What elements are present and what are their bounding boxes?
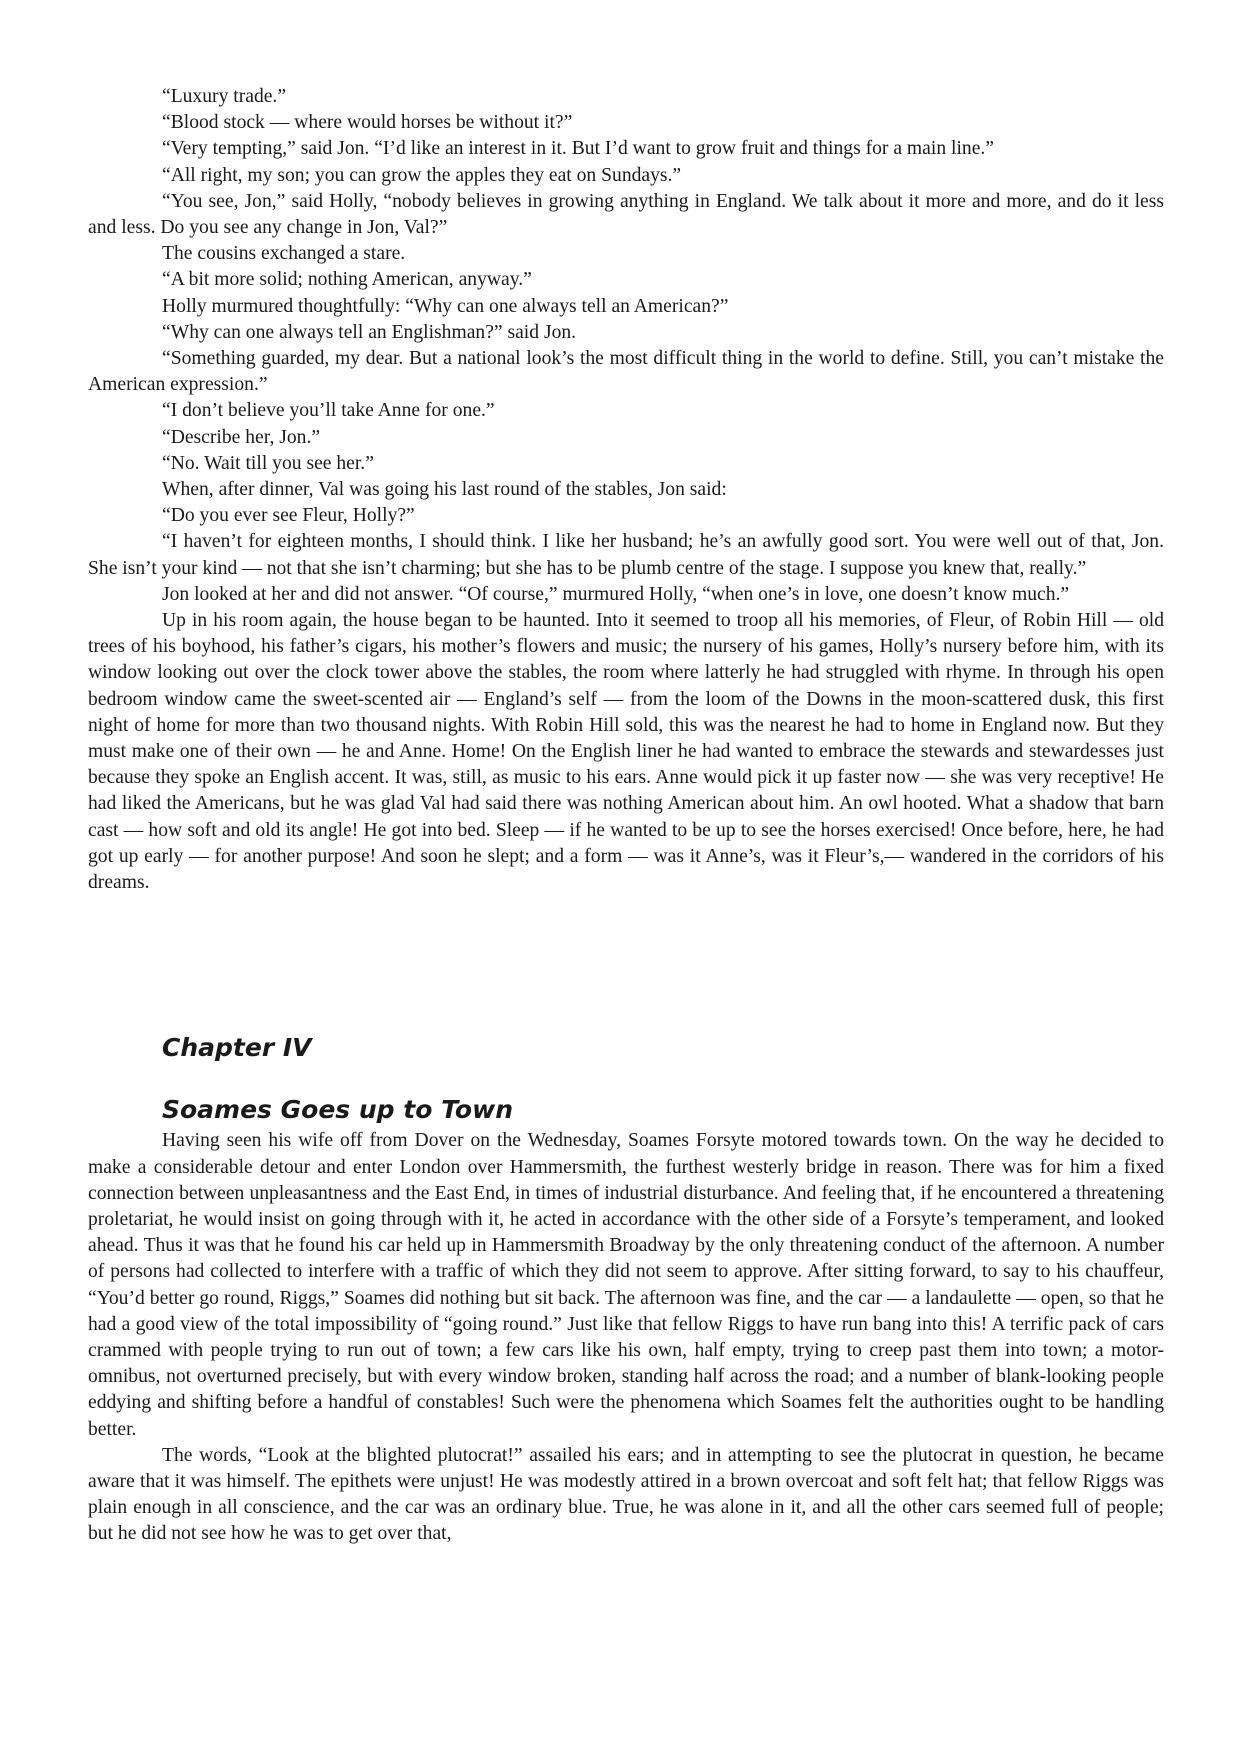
paragraph: “All right, my son; you can grow the apples they eat on Sundays.” — [162, 164, 682, 186]
paragraph: “Something guarded, my dear. But a national look’s the most difficult thing in the world to define. Still, you can’t mistake the American expression.” — [88, 348, 1164, 396]
paragraph: “A bit more solid; nothing American, anyway.” — [162, 269, 532, 291]
paragraph: “I don’t believe you’ll take Anne for one.” — [162, 400, 495, 422]
paragraph: “Why can one always tell an Englishman?” said Jon. — [162, 321, 577, 343]
paragraph: “I haven’t for eighteen months, I should think. I like her husband; he’s an awfully good sort. You were well out of that, Jon. She isn’t your kind — not that she isn’t charming; but she has to be plumb centre of the stage. I suppose you knew that, really.” — [88, 531, 1164, 579]
paragraph: “Blood stock — where would horses be without it?” — [162, 112, 573, 134]
chapter-three-ending — [88, 84, 1164, 896]
paragraph: “Do you ever see Fleur, Holly?” — [162, 505, 415, 527]
paragraph: “No. Wait till you see her.” — [162, 452, 374, 474]
paragraph: The words, “Look at the blighted plutocrat!” assailed his ears; and in attempting to see the plutocrat in question, he became aware that it was himself. The epithets were unjust! He was modestly attired in a brown overcoat and soft felt hat; that fellow Riggs was plain enough in all conscience, and the car was an ordinary blue. True, he was alone in it, and all the other cars seemed full of people; but he did not see how he was to get over that, — [88, 1444, 1164, 1545]
chapter-title: Soames Goes up to Town — [162, 1095, 514, 1125]
paragraph: The cousins exchanged a stare. — [162, 243, 406, 265]
paragraph: Having seen his wife off from Dover on the Wednesday, Soames Forsyte motored towards town. On the way he decided to make a considerable detour and enter London over Hammersmith, the furthest westerly bridge in reason. There was for him a fixed connection between unpleasantness and the East End, in times of industrial disturbance. And feeling that, if he encountered a threatening proletariat, he would insist on going through with it, he acted in accordance with the other side of a Forsyte’s temperament, and looked ahead. Thus it was that he found his car held up in Hammersmith Broadway by the only threatening conduct of the afternoon. A number of persons had collected to interfere with a traffic of which they did not seem to approve. After sitting forward, to say to his chauffeur, “You’d better go round, Riggs,” Soames did nothing but sit back. The afternoon was fine, and the car — a landaulette — open, so that he had a good view of the total impossibility of “going round.” Just like that fellow Riggs to have run bang into this! A terrific pack of cars crammed with people trying to run out of town; a few cars like his own, half empty, trying to creep past them into town; a motor-omnibus, not overturned precisely, but with every window broken, standing half across the road; and a number of blank-looking people eddying and shifting before a handful of constables! Such were the phenomena which Soames felt the authorities ought to be handling better. — [88, 1130, 1164, 1440]
paragraph: “You see, Jon,” said Holly, “nobody believes in growing anything in England. We talk about it more and more, and do it less and less. Do you see any change in Jon, Val?” — [88, 190, 1164, 239]
paragraph: “Luxury trade.” — [162, 86, 287, 107]
paragraph: When, after dinner, Val was going his last round of the stables, Jon said: — [162, 479, 727, 501]
document-page — [88, 84, 1164, 1548]
paragraph: Jon looked at her and did not answer. “Of course,” murmured Holly, “when one’s in love, one doesn’t know much.” — [162, 583, 1070, 605]
chapter-four-body — [88, 1128, 1164, 1547]
paragraph: “Very tempting,” said Jon. “I’d like an interest in it. But I’d want to grow fruit and things for a main line.” — [162, 138, 994, 160]
chapter-number: Chapter IV — [162, 1033, 312, 1063]
paragraph: Holly murmured thoughtfully: “Why can one always tell an American?” — [162, 295, 729, 317]
section-gap — [88, 896, 1164, 1032]
paragraph: Up in his room again, the house began to be haunted. Into it seemed to troop all his memories, of Fleur, of Robin Hill — old trees of his boyhood, his father’s cigars, his mother’s flowers and music; the nursery of his games, Holly’s nursery before him, with its window looking out over the clock tower above the stables, the room where latterly he had struggled with rhyme. In through his open bedroom window came the sweet-scented air — England’s self — from the loom of the Downs in the moon-scattered dusk, this first night of home for more than two thousand nights. With Robin Hill sold, this was the nearest he had to home in England now. But they must make one of their own — he and Anne. Home! On the English liner he had wanted to embrace the stewards and stewardesses just because they spoke an English accent. It was, still, as music to his ears. Anne would pick it up faster now — she was very receptive! He had liked the Americans, but he was glad Val had said there was nothing American about him. An owl hooted. What a shadow that barn cast — how soft and old its angle! He got into bed. Sleep — if he wanted to be up to see the horses exercised! Once before, here, he had got up early — for another purpose! And soon he slept; and a form — was it Anne’s, was it Fleur’s,— wandered in the corridors of his dreams. — [88, 610, 1164, 894]
paragraph: “Describe her, Jon.” — [162, 426, 321, 448]
